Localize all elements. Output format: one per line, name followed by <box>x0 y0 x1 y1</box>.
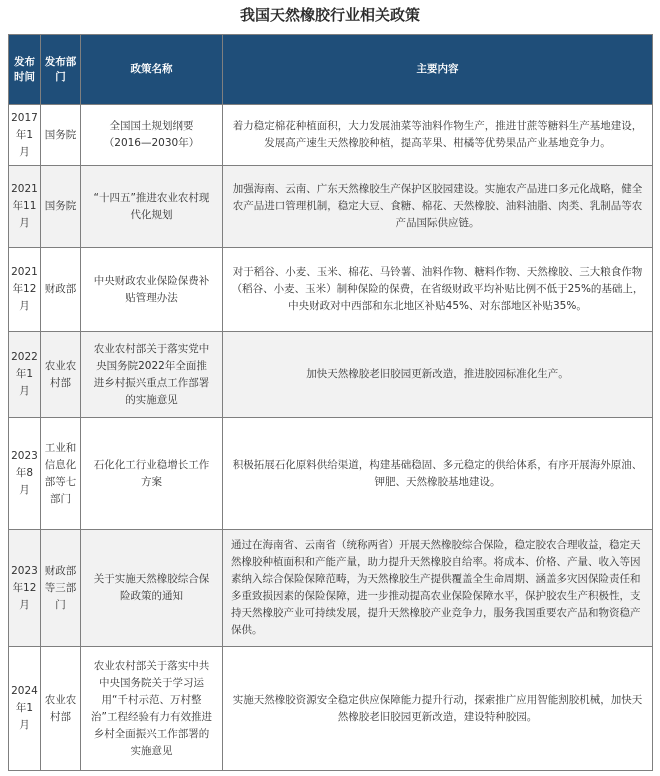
cell-date: 2023年12月 <box>9 530 41 647</box>
cell-content: 积极拓展石化原料供给渠道，构建基础稳固、多元稳定的供给体系，有序开展海外原油、钾肥、天然橡胶基地建设。 <box>223 418 653 530</box>
cell-content: 加快天然橡胶老旧胶园更新改造，推进胶园标准化生产。 <box>223 332 653 418</box>
cell-date: 2017年1月 <box>9 105 41 166</box>
cell-policy-name: 石化化工行业稳增长工作方案 <box>81 418 223 530</box>
cell-date: 2023年8月 <box>9 418 41 530</box>
cell-policy-name: “十四五”推进农业农村现代化规划 <box>81 166 223 248</box>
table-row <box>9 647 653 771</box>
cell-content: 对于稻谷、小麦、玉米、棉花、马铃薯、油料作物、糖料作物、天然橡胶、三大粮食作物（稻谷、小麦、玉米）制种保险的保费，在省级财政平均补贴比例不低于25%的基础上，中央财政对中西部和东北地区补贴45%、对东部地区补贴35%。 <box>223 248 653 332</box>
cell-content: 实施天然橡胶资源安全稳定供应保障能力提升行动，探索推广应用智能割胶机械，加快天然橡胶老旧胶园更新改造，建设特种胶园。 <box>223 647 653 771</box>
table-row <box>9 105 653 166</box>
cell-content: 通过在海南省、云南省（统称两省）开展天然橡胶综合保险，稳定胶农合理收益，稳定天然橡胶种植面积和产能产量，助力提升天然橡胶自给率。将成本、价格、产量、收入等因素纳入综合保险保障范畴，为天然橡胶生产提供覆盖全生命周期、涵盖多灾因保险责任和多重致损因素的保险保障，进一步推动提高农业保险保障水平，保护胶农生产积极性，支持天然橡胶产业可持续发展，提升天然橡胶产业竞争力，服务我国重要农产品和物资稳产保供。 <box>223 530 653 647</box>
cell-policy-name: 关于实施天然橡胶综合保险政策的通知 <box>81 530 223 647</box>
cell-dept: 财政部 <box>41 248 81 332</box>
cell-policy-name: 农业农村部关于落实中共中央国务院关于学习运用“千村示范、万村整治”工程经验有力有效推进乡村全面振兴工作部署的实施意见 <box>81 647 223 771</box>
cell-date: 2021年12月 <box>9 248 41 332</box>
table-row <box>9 248 653 332</box>
policy-table <box>8 34 653 771</box>
cell-dept: 农业农村部 <box>41 332 81 418</box>
table-row <box>9 166 653 248</box>
page-title: 我国天然橡胶行业相关政策 <box>239 6 420 24</box>
table-header-row <box>9 35 653 105</box>
cell-dept: 国务院 <box>41 105 81 166</box>
cell-content: 加强海南、云南、广东天然橡胶生产保护区胶园建设。实施农产品进口多元化战略，健全农产品进口管理机制，稳定大豆、食糖、棉花、天然橡胶、油料油脂、肉类、乳制品等农产品国际供应链。 <box>223 166 653 248</box>
cell-dept: 国务院 <box>41 166 81 248</box>
cell-date: 2022年1月 <box>9 332 41 418</box>
cell-policy-name: 农业农村部关于落实党中央国务院2022年全面推进乡村振兴重点工作部署的实施意见 <box>81 332 223 418</box>
cell-policy-name: 中央财政农业保险保费补贴管理办法 <box>81 248 223 332</box>
table-row <box>9 418 653 530</box>
cell-date: 2021年11月 <box>9 166 41 248</box>
cell-dept: 工业和信息化部等七部门 <box>41 418 81 530</box>
cell-date: 2024年1月 <box>9 647 41 771</box>
header-dept: 发布部门 <box>41 35 81 105</box>
header-name: 政策名称 <box>81 35 223 105</box>
cell-dept: 财政部等三部门 <box>41 530 81 647</box>
cell-dept: 农业农村部 <box>41 647 81 771</box>
cell-content: 着力稳定棉花种植面积，大力发展油菜等油料作物生产，推进甘蔗等糖料生产基地建设，发展高产速生天然橡胶种植，提高苹果、柑橘等优势果品产业基地竞争力。 <box>223 105 653 166</box>
header-date: 发布时间 <box>9 35 41 105</box>
table-row <box>9 530 653 647</box>
cell-policy-name: 全国国土规划纲要（2016—2030年） <box>81 105 223 166</box>
table-row <box>9 332 653 418</box>
header-content: 主要内容 <box>223 35 653 105</box>
